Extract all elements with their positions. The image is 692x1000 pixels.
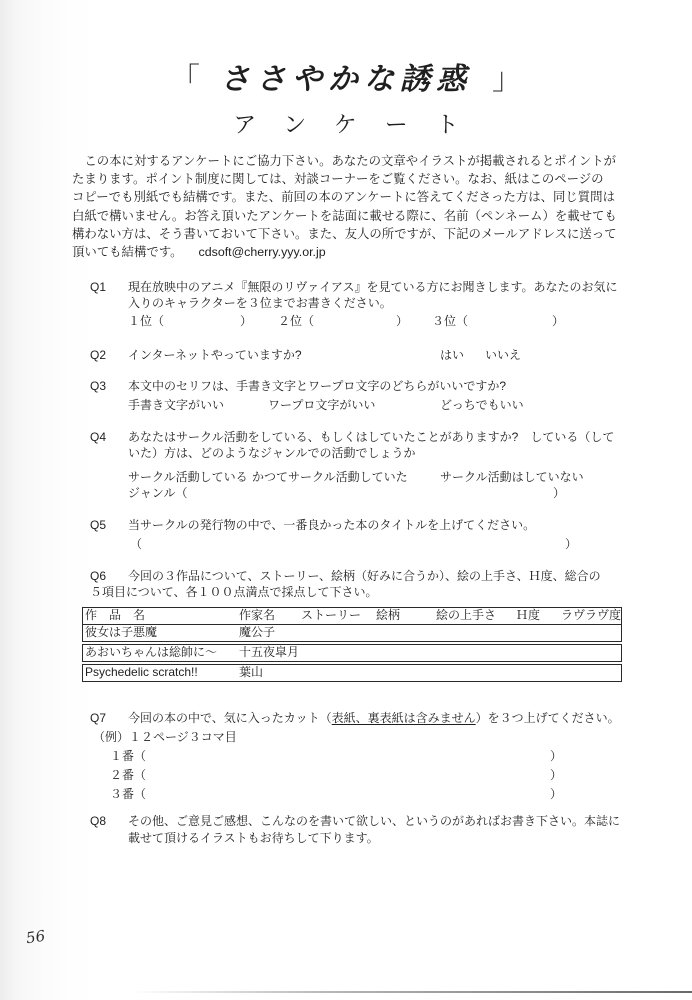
question-6-text-line1: 今回の３作品について、ストーリー、絵柄（好みに合うか）、絵の上手さ、Ｈ度、総合の: [128, 569, 601, 583]
rank-3-blank-close: ）: [552, 314, 565, 328]
genre-blank-open: ジャンル（: [128, 486, 188, 500]
question-4-genre-blank: [128, 485, 650, 501]
work-author: 葉山: [239, 665, 264, 679]
question-5-answer-blank: [128, 536, 650, 552]
question-7: [90, 709, 650, 804]
question-1-text-line2: 入りのキャラクターを３位までお書きください。: [128, 296, 392, 310]
question-6-text-line2: ５項目について、各１００点満点で採点して下さい。: [90, 585, 378, 599]
question-7-label: Q7: [90, 711, 107, 725]
cut-2-blank-close: ）: [550, 768, 563, 782]
question-4-option-active: サークル活動している: [128, 470, 248, 484]
title-close-bracket: 」: [492, 62, 522, 97]
question-3-options: [128, 397, 650, 413]
question-6: [85, 568, 650, 682]
page-heading-questionnaire: アンケート: [233, 111, 487, 137]
question-1-answer-blanks: [128, 313, 650, 329]
intro-line: 白紙で構いません。お答え頂いたアンケートを誌面に載せる際に、名前（ペンネーム）を載せても: [72, 208, 617, 223]
question-8-label: Q8: [90, 814, 107, 828]
intro-line-last: [72, 243, 630, 261]
cut-3-blank-open: ３番（: [110, 787, 147, 801]
column-header-art-style: 絵柄: [376, 608, 401, 622]
question-7-text: [128, 709, 650, 728]
question-7-cut-blank-3: [110, 785, 650, 804]
contact-email: cdsoft@cherry.yyy.or.jp: [198, 244, 326, 259]
cut-3-blank-close: ）: [550, 787, 563, 801]
title-blank-close: ）: [565, 537, 578, 551]
title-blank-open: （: [130, 537, 143, 551]
column-header-art-skill: 絵の上手さ: [436, 608, 497, 622]
question-7-text-underlined: 表紙、裏表紙は含みません: [331, 711, 476, 725]
question-4-label: Q4: [90, 430, 107, 444]
question-8-text-line1: その他、ご意見ご感想、こんなのを書いて欲しい、というのがあればお書き下さい。本誌に: [128, 814, 621, 828]
title-text: ささやかな誘惑: [220, 62, 472, 97]
rating-table-row: [82, 644, 622, 662]
rating-table-row: [82, 624, 622, 642]
question-3: [90, 378, 650, 413]
title-open-bracket: 「: [170, 62, 200, 97]
work-author: 魔公子: [239, 625, 276, 639]
question-5: [90, 517, 650, 552]
intro-line: たまります。ポイント制度に関しては、対談コーナーをご覧ください。なお、紙はこのページの: [72, 172, 604, 187]
column-header-work-title: 作 品 名: [85, 608, 146, 622]
cut-2-blank-open: ２番（: [110, 768, 147, 782]
question-2: [90, 347, 650, 363]
question-3-option-typed: ワープロ文字がいい: [268, 398, 376, 412]
question-1-label: Q1: [90, 280, 107, 294]
book-title: [0, 54, 692, 98]
rating-table: [82, 607, 622, 682]
question-4-text-line1: あなたはサークル活動をしている、もしくはしていたことがありますか? している（して: [128, 430, 615, 444]
work-title: あおいちゃんは総帥に～: [85, 645, 218, 659]
question-3-option-either: どっちでもいい: [440, 398, 524, 412]
rank-1-blank-open: １位（: [128, 314, 165, 328]
cut-1-blank-close: ）: [550, 749, 563, 763]
handwritten-page-number: 56: [24, 926, 47, 948]
question-4-option-never: サークル活動はしていない: [440, 470, 584, 484]
question-7-cut-blank-2: [110, 766, 650, 785]
column-header-story: ストーリー: [301, 608, 362, 622]
intro-paragraph: [72, 152, 630, 261]
question-5-text: 当サークルの発行物の中で、一番良かった本のタイトルを上げてください。: [128, 518, 536, 532]
scan-edge-artifact: [130, 991, 692, 993]
question-2-option-no: いいえ: [485, 348, 522, 362]
question-1: [90, 279, 650, 329]
question-7-cut-blank-1: [110, 747, 650, 766]
rank-3-blank-open: ３位（: [432, 314, 469, 328]
question-7-example: （例）１２ページ３コマ目: [93, 730, 237, 744]
rating-table-row: [82, 664, 622, 682]
question-5-label: Q5: [90, 518, 107, 532]
question-4-options: [128, 469, 650, 485]
rating-table-header: [82, 607, 622, 625]
question-1-text-line1: 現在放映中のアニメ『無限のリヴァイアス』を見ている方にお聞きします。あなたのお気に: [128, 280, 618, 294]
column-header-lovey-level: ラヴラヴ度: [561, 608, 622, 622]
intro-line: コピーでも別紙でも結構です。また、前回の本のアンケートに答えてくださった方は、同じ質問は: [72, 190, 615, 205]
question-2-label: Q2: [90, 348, 107, 362]
genre-blank-close: ）: [553, 486, 566, 500]
intro-line: この本に対するアンケートにご協力下さい。あなたの文章やイラストが掲載されるとポイントが: [72, 154, 617, 168]
rank-1-blank-close: ）: [240, 314, 253, 328]
column-header-h-level: Ｈ度: [516, 608, 541, 622]
question-8-text-line2: 載せて頂けるイラストもお待ちして下ります。: [128, 831, 379, 845]
question-2-line: [128, 347, 650, 363]
intro-closing-text: 頂いても結構です。: [72, 244, 183, 259]
column-header-author: 作家名: [239, 608, 276, 622]
rank-2-blank-close: ）: [396, 314, 409, 328]
question-4-text-line2: いた）方は、どのようなジャンルでの活動でしょうか: [128, 446, 416, 460]
question-7-text-post: ）を３つ上げてください。: [475, 711, 620, 725]
work-author: 十五夜皐月: [239, 645, 300, 659]
question-6-label: Q6: [90, 569, 107, 583]
intro-line: 構わない方は、そう書いておいて下さい。また、友人の所ですが、下記のメールアドレスに送って: [72, 226, 617, 241]
question-7-text-pre: 今回の本の中で、気に入ったカット（: [128, 711, 332, 725]
question-3-label: Q3: [90, 379, 107, 393]
question-2-option-yes: はい: [440, 348, 465, 362]
cut-1-blank-open: １番（: [110, 749, 147, 763]
question-4: [90, 429, 650, 501]
question-3-text: 本文中のセリフは、手書き文字とワープロ文字のどちらがいいですか?: [128, 379, 507, 393]
question-8: [90, 813, 650, 847]
work-title: Psychedelic scratch!!: [85, 665, 198, 679]
rank-2-blank-open: ２位（: [278, 314, 315, 328]
work-title: 彼女は子悪魔: [85, 625, 158, 639]
question-3-option-handwritten: 手書き文字がいい: [128, 398, 225, 412]
question-2-text: インターネットやっていますか?: [128, 348, 302, 362]
question-4-option-former: かつてサークル活動していた: [252, 470, 408, 484]
